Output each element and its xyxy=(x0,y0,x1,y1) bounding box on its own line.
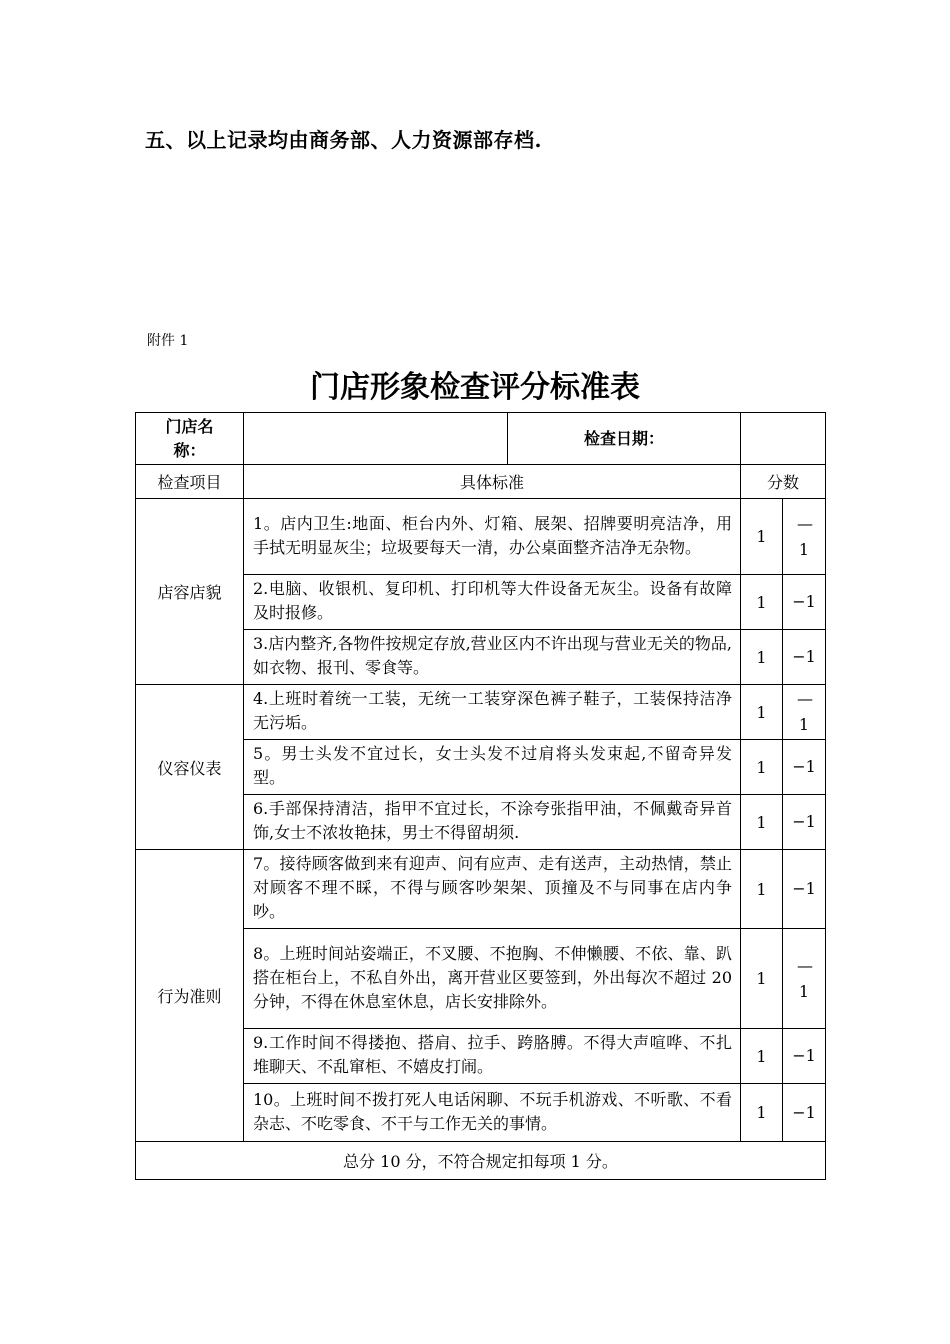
standard-text: 9.工作时间不得搂抱、搭肩、拉手、跨胳膊。不得大声喧哗、不扎堆聊天、不乱窜柜、不嬉皮打闹。 xyxy=(244,1029,741,1084)
deduct-text: —1 xyxy=(797,955,813,1001)
category-name: 行为准则 xyxy=(136,850,244,1142)
header-info-row xyxy=(136,413,826,465)
standard-text: 8。上班时间站姿端正，不叉腰、不抱胸、不伸懒腰、不依、靠、趴搭在柜台上，不私自外出，离开营业区要签到，外出每次不超过 20 分钟，不得在休息室休息，店长安排除外。 xyxy=(244,929,741,1029)
deduct-value: −1 xyxy=(783,795,826,850)
standard-text: 5。男士头发不宜过长，女士头发不过肩将头发束起,不留奇异发型。 xyxy=(244,740,741,795)
deduct-value xyxy=(783,685,826,740)
deduct-value xyxy=(783,499,826,575)
standard-text: 1。店内卫生:地面、柜台内外、灯箱、展架、招牌要明亮洁净，用手拭无明显灰尘；垃圾要每天一清，办公桌面整齐洁净无杂物。 xyxy=(244,499,741,575)
score-value: 1 xyxy=(741,929,783,1029)
standard-text: 7。接待顾客做到来有迎声、问有应声、走有送声，主动热情，禁止对顾客不理不睬，不得与顾客吵架架、顶撞及不与同事在店内争吵。 xyxy=(244,850,741,929)
deduct-value: −1 xyxy=(783,575,826,630)
deduct-value: −1 xyxy=(783,1029,826,1084)
deduct-value xyxy=(783,929,826,1029)
footer-note: 总分 10 分，不符合规定扣每项 1 分。 xyxy=(136,1142,826,1180)
score-value: 1 xyxy=(741,630,783,685)
attachment-label: 附件 1 xyxy=(147,333,189,349)
footer-row xyxy=(136,1142,826,1180)
inspection-date-value[interactable] xyxy=(741,413,826,465)
form-title: 门店形象检查评分标准表 xyxy=(310,370,640,405)
standard-text: 3.店内整齐,各物件按规定存放,营业区内不许出现与营业无关的物品,如衣物、报刊、零食等。 xyxy=(244,630,741,685)
deduct-value: −1 xyxy=(783,630,826,685)
column-header-row xyxy=(136,465,826,499)
standard-text: 2.电脑、收银机、复印机、打印机等大件设备无灰尘。设备有故障及时报修。 xyxy=(244,575,741,630)
score-value: 1 xyxy=(741,575,783,630)
score-value: 1 xyxy=(741,1029,783,1084)
inspection-table xyxy=(135,412,826,1180)
standard-text: 10。上班时间不拨打死人电话闲聊、不玩手机游戏、不听歌、不看杂志、不吃零食、不干与工作无关的事情。 xyxy=(244,1084,741,1142)
inspection-date-label: 检查日期： xyxy=(508,413,741,465)
score-value: 1 xyxy=(741,499,783,575)
score-value: 1 xyxy=(741,740,783,795)
table-row xyxy=(136,499,826,575)
deduct-value: −1 xyxy=(783,1084,826,1142)
col-item-header: 检查项目 xyxy=(136,465,244,499)
clause-five: 五、以上记录均由商务部、人力资源部存档. xyxy=(145,128,542,152)
deduct-value: −1 xyxy=(783,740,826,795)
table-row xyxy=(136,685,826,740)
category-name: 仪容仪表 xyxy=(136,685,244,850)
standard-text: 4.上班时着统一工装，无统一工装穿深色裤子鞋子，工装保持洁净无污垢。 xyxy=(244,685,741,740)
store-name-value[interactable] xyxy=(244,413,508,465)
col-standard-header: 具体标准 xyxy=(244,465,741,499)
score-value: 1 xyxy=(741,850,783,929)
standard-text: 6.手部保持清洁，指甲不宜过长，不涂夸张指甲油，不佩戴奇异首饰,女士不浓妆艳抹，男士不得留胡须. xyxy=(244,795,741,850)
score-value: 1 xyxy=(741,795,783,850)
deduct-value: −1 xyxy=(783,850,826,929)
table-row xyxy=(136,850,826,929)
store-name-label: 门店名称： xyxy=(136,413,244,465)
score-value: 1 xyxy=(741,685,783,740)
col-score-header: 分数 xyxy=(741,465,826,499)
score-value: 1 xyxy=(741,1084,783,1142)
deduct-text: —1 xyxy=(797,689,813,734)
category-name: 店容店貌 xyxy=(136,499,244,685)
deduct-text: —1 xyxy=(797,513,813,559)
